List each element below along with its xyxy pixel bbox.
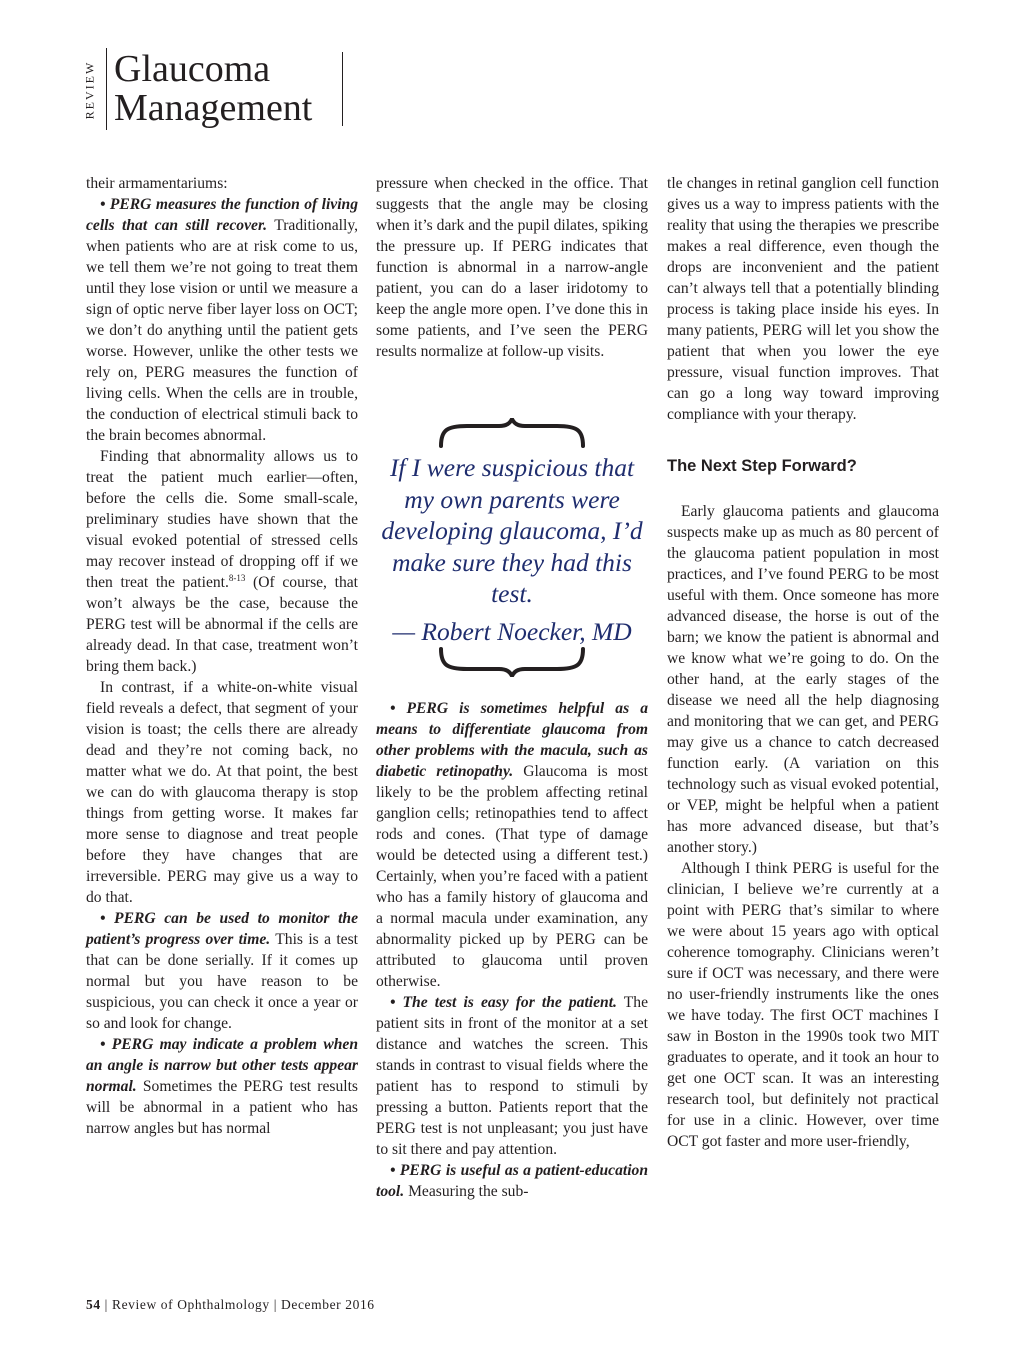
- paragraph-body: (Of course, that won’t always be the case, because the PERG test will be abnormal if the cells are already dead. In that case, treatment won’t bring them back.): [86, 574, 358, 675]
- pull-quote: [376, 418, 648, 677]
- bullet-lead: • PERG measures the function of living cells that can still recover.: [86, 196, 358, 234]
- footer-separator: |: [100, 1297, 112, 1312]
- pull-quote-text: If I were suspicious that my own parents were developing glaucoma, I’d make sure they had this test.: [381, 453, 643, 608]
- paragraph-body: Sometimes the PERG test results will be abnormal in a patient who has narrow angles but has normal: [86, 1078, 358, 1137]
- section-heading: The Next Step Forward?: [667, 457, 857, 475]
- column-2-bottom: [376, 698, 648, 1202]
- title-line-2: Management: [114, 87, 313, 129]
- page-number: 54: [86, 1297, 101, 1312]
- paragraph-body: The patient sits in front of the monitor at a set distance and watches the screen. This stands in contrast to visual fields where the patient has to respond to stimuli by pressing a button. Patients report that the PERG test is not unpleasant; you just have to sit there and pay attention.: [376, 994, 648, 1158]
- paragraph-body: Traditionally, when patients who are at risk come to us, we tell them we’re not going to treat them until they lose vision or until we measure a sign of optic nerve fiber layer loss on OCT; we don’t do anything until the patient gets worse. However, unlike the other tests we rely on, PERG measures the function of living cells. When the cells are in trouble, the conduction of electrical stimuli back to the brain becomes abnormal.: [86, 217, 359, 444]
- bullet-lead: • The test is easy for the patient.: [390, 994, 617, 1011]
- paragraph: In contrast, if a white-on-white visual field reveals a defect, that segment of your vision is toast; the cells there are already dead and they’re not coming back, no matter what we do. At that point, the best we can do with glaucoma therapy is stop things from getting worse. It makes far more sense to diagnose and treat people before they have changes that are irreversible. PERG may give us a way to do that.: [86, 679, 358, 906]
- paragraph: tle changes in retinal ganglion cell function gives us a way to impress patients with the reality that using the therapies we prescribe makes a real difference, even though the drops are inconvenient and the patient can’t always tell that a potentially blinding process is taking place inside his eyes. In many patients, PERG will let you show the patient that when you lower the eye pressure, visual function improves. That can go a long way toward improving compliance with your therapy.: [667, 175, 939, 423]
- paragraph: pressure when checked in the office. That suggests that the angle may be closing when it’s dark and the pupil dilates, spiking the pressure up. If PERG indicates that function is abnormal in a narrow-angle patient, you can do a laser iridotomy to keep the angle more open. I’ve done this in some patients, and I’ve seen the PERG results normalize at follow-up visits.: [376, 175, 648, 360]
- issue-date: December 2016: [281, 1297, 375, 1312]
- brace-top-icon: [437, 418, 587, 448]
- footer-separator: |: [269, 1297, 282, 1312]
- column-2-top: [376, 173, 648, 362]
- paragraph: [86, 1034, 358, 1139]
- paragraph-body: Glaucoma is most likely to be the problem affecting retinal ganglion cells; retinopathies tend to affect rods and cones. (That type of damage would be detected using a different test.) Certainly, when you’re faced with a patient who has a family history of glaucoma and a normal macula under examination, any abnormality picked up by PERG can be attributed to glaucoma until proven otherwise.: [376, 763, 648, 990]
- section-tag-label: REVIEW: [82, 60, 97, 120]
- bullet-lead: • PERG is sometimes helpful as a means to differentiate glaucoma from other problems with the macula, such as diabetic retinopathy.: [376, 700, 648, 780]
- paragraph: [376, 1160, 648, 1202]
- paragraph: Early glaucoma patients and glaucoma suspects make up as much as 80 percent of the glaucoma patient population in most practices, and I’ve found PERG to be most useful with them. Once someone has more advanced disease, the horse is out of the barn; we know the patient is abnormal and we know what we’re going to do. On the other hand, at the early stages of the disease we need all the help diagnosing and monitoring that we can get, and PERG may give us a chance to catch decreased function early. (A variation on this technology such as visual evoked potential, or VEP, might be helpful when a patient has more advanced disease, but that’s another story.): [667, 503, 939, 856]
- paragraph-body: Finding that abnormality allows us to treat the patient much earlier—often, before the cells die. Some small-scale, preliminary studies have shown that the visual evoked potential of stressed cells may recover instead of dropping off if we then treat the patient.: [86, 448, 358, 591]
- citation: 8-13: [228, 572, 246, 583]
- bullet-lead: • PERG can be used to monitor the patient’s progress over time.: [86, 910, 358, 948]
- paragraph: [86, 908, 358, 1034]
- paragraph: [376, 698, 648, 992]
- paragraph: [86, 194, 358, 446]
- paragraph-body: This is a test that can be done serially. If it comes up normal but you have reason to be suspicious, you can check it once a year or so and look for change.: [86, 931, 358, 1032]
- column-1: [86, 173, 358, 1139]
- section-tag: [77, 48, 103, 132]
- page-footer: [86, 1297, 375, 1313]
- paragraph: Although I think PERG is useful for the clinician, I believe we’re currently at a point with PERG that’s similar to where we were about 15 years ago with optical coherence tomography. Clinicians weren’t sure if OCT was necessary, and there were no user-friendly instruments like the ones we have today. The first OCT machines I saw in Boston in the 1990s took two MIT graduates to operate, and it took an hour to get one OCT scan. It was an interesting research tool, but definitely not practical for use in a clinic. However, over time OCT got faster and more user-friendly,: [667, 860, 939, 1150]
- publication-name: Review of Ophthalmology: [111, 1297, 270, 1312]
- pull-quote-attribution: — Robert Noecker, MD: [392, 616, 632, 646]
- paragraph: [376, 992, 648, 1160]
- bullet-lead: • PERG is useful as a patient-education tool.: [376, 1162, 648, 1200]
- page-title: [114, 50, 312, 128]
- title-line-1: Glaucoma: [114, 48, 271, 90]
- paragraph: [86, 446, 358, 677]
- brace-bottom-icon: [437, 647, 587, 677]
- header-rule-right: [342, 52, 343, 126]
- paragraph: their armamentariums:: [86, 175, 228, 192]
- paragraph-body: Measuring the sub-: [404, 1183, 529, 1200]
- header-rule-left: [106, 48, 107, 130]
- bullet-lead: • PERG may indicate a problem when an angle is narrow but other tests appear normal.: [86, 1036, 358, 1095]
- column-3: [667, 173, 939, 1152]
